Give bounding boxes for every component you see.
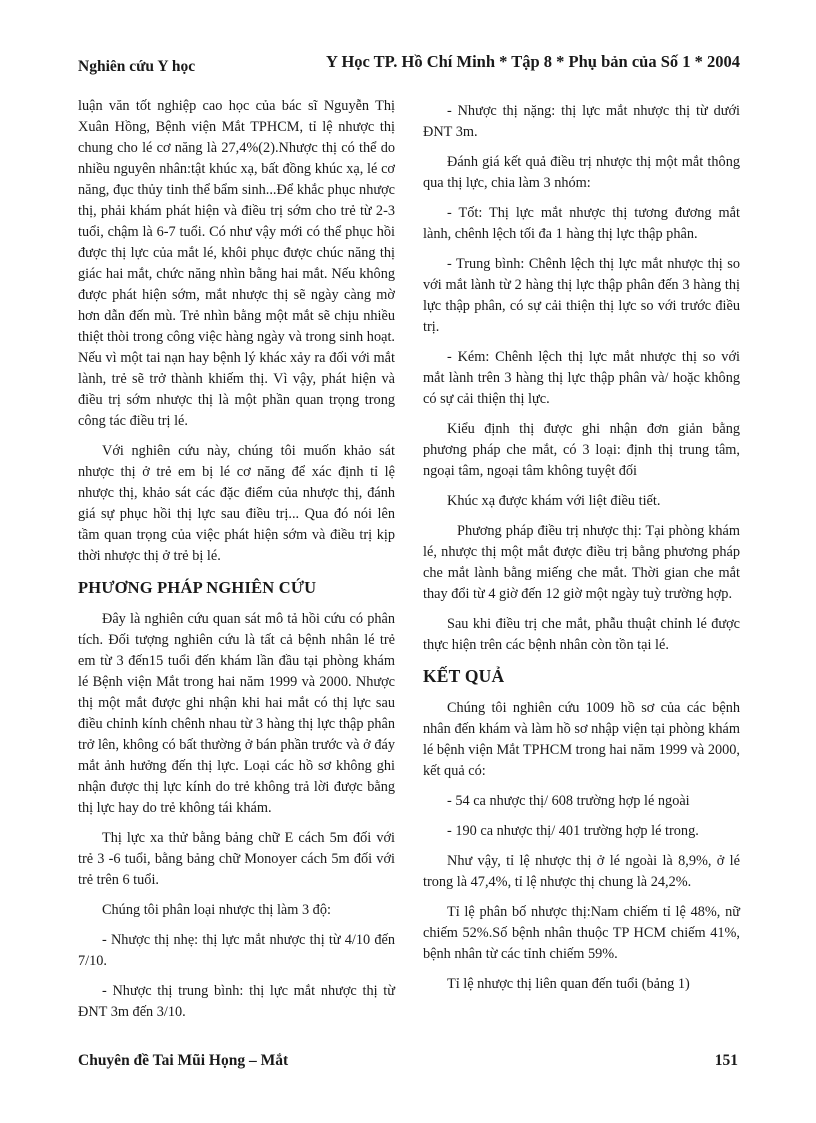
page-number: 151 — [714, 1052, 738, 1069]
paragraph: Với nghiên cứu này, chúng tôi muốn khảo sát nhược thị ở trẻ em bị lé cơ năng để xác định tỉ lệ nhược thị, khảo sát các đặc điểm của nhược thị, đánh giá sự phục hồi thị lực sau điều trị... Qua đó nói lên tầm quan trọng của việc phát hiện sớm và điều trị kịp thời nhược thị ở trẻ bị lé. — [78, 443, 395, 564]
journal-citation: Y Học TP. Hồ Chí Minh * Tập 8 * Phụ bản của Số 1 * 2004 — [326, 52, 740, 71]
paragraph: Phương pháp điều trị nhược thị: Tại phòng khám lé, nhược thị một mắt được điều trị bằng phương pháp che mắt lành bằng miếng che mắt. Thời gian che mắt thay đổi từ 4 giờ đến 12 giờ một ngày tuỳ trường hợp. — [423, 523, 740, 602]
list-item: - Trung bình: Chênh lệch thị lực mắt nhược thị so với mắt lành từ 2 hàng thị lực thập phân đến 3 hàng thị lực thập phân, có sự cải thiện thị lực so với trước điều trị. — [423, 256, 740, 335]
paragraph: Chúng tôi nghiên cứu 1009 hồ sơ của các bệnh nhân đến khám và làm hồ sơ nhập viện tại phòng khám lé bệnh viện Mắt TPHCM trong hai năm 1999 và 2000, kết quả có: — [423, 700, 741, 779]
footer-topic: Chuyên đề Tai Mũi Họng – Mắt — [78, 1052, 289, 1069]
paragraph: luận văn tốt nghiệp cao học của bác sĩ Nguyễn Thị Xuân Hồng, Bệnh viện Mắt TPHCM, tỉ lệ nhược thị chung cho lé cơ năng là 27,4%(2).Nhược thị có thể do nhiều nguyên nhân:tật khúc xạ, bất đồng khúc xạ, lé cơ năng, đục thủy tinh thể bẩm sinh...Để khắc phục nhược thị, phải khám phát hiện và điều trị sớm cho trẻ từ 2-3 tuổi, chậm là 6-7 tuổi. Có như vậy mới có thể phục hồi được thị lực của mắt lé, khôi phục được chúc năng thị giác hai mắt, chức năng nhìn bằng hai mắt. Nếu không được phát hiện sớm, mắt nhược thị sẽ ngày càng mờ hơn dẫn đến mù. Trẻ nhìn bằng một mắt sẽ chịu nhiều thiệt thòi trong công việc hàng ngày và trong sinh hoạt. Nếu vì một tai nạn hay bệnh lý khác xảy ra đối với mắt lành, trẻ sẽ trở thành khiếm thị. Vì vậy, phát hiện và điều trị sớm nhược thị là một phần quan trọng trong công tác điều trị lé. — [78, 98, 395, 429]
journal-section-label: Nghiên cứu Y học — [78, 58, 196, 75]
list-item: - Nhược thị nặng: thị lực mắt nhược thị từ dưới ĐNT 3m. — [423, 103, 740, 140]
list-item: - 54 ca nhược thị/ 608 trường hợp lé ngoài — [447, 793, 690, 809]
list-item: - Kém: Chênh lệch thị lực mắt nhược thị so với mắt lành trên 3 hàng thị lực thập phân và/ hoặc không có sự cải thiện thị lực. — [423, 349, 740, 407]
paragraph: Chúng tôi phân loại nhược thị làm 3 độ: — [102, 902, 331, 918]
left-column — [78, 96, 395, 1032]
section-heading-methods: PHƯƠNG PHÁP NGHIÊN CỨU — [78, 578, 317, 597]
paragraph: Như vậy, tỉ lệ nhược thị ở lé ngoài là 8,9%, ở lé trong là 47,4%, tỉ lệ nhược thị chung là 24,2%. — [423, 853, 740, 890]
paragraph: Đây là nghiên cứu quan sát mô tả hồi cứu có phân tích. Đối tượng nghiên cứu là tất cả bệnh nhân lé trẻ em từ 3 đến15 tuổi đến khám lần đầu tại phòng khám lé Bệnh viện Mắt trong hai năm 1999 và 2000. Nhược thị một mắt được ghi nhận khi hai mắt có thị lực sau điều chỉnh kính chênh nhau từ 3 hàng thị lực thập phân trở lên, không có bất thường ở bán phần trước và ở đáy mắt ảnh hưởng đến thị lực. Loại các hồ sơ không ghi nhận được thị lực kính do trẻ không trả lời được bằng thị lực hay do trẻ không tái khám. — [78, 611, 395, 816]
section-heading-results: KẾT QUẢ — [423, 666, 505, 686]
page-header — [78, 52, 740, 78]
paragraph: Sau khi điều trị che mắt, phẫu thuật chỉnh lé được thực hiện trên các bệnh nhân còn tồn tại lé. — [423, 616, 740, 653]
page-footer — [78, 1052, 738, 1076]
paragraph: Thị lực xa thử bằng bảng chữ E cách 5m đối với trẻ 3 -6 tuổi, bằng bảng chữ Monoyer cách 5m đối với trẻ trên 6 tuổi. — [78, 830, 395, 888]
paragraph: Khúc xạ được khám với liệt điều tiết. — [447, 493, 661, 509]
paragraph: Kiểu định thị được ghi nhận đơn giản bằng phương pháp che mắt, có 3 loại: định thị trung tâm, ngoại tâm, ngoại tâm không tuyệt đối — [423, 421, 740, 479]
list-item: - Nhược thị trung bình: thị lực mắt nhược thị từ ĐNT 3m đến 3/10. — [78, 983, 395, 1020]
paragraph: Tỉ lệ nhược thị liên quan đến tuổi (bảng 1) — [447, 976, 690, 992]
right-column — [423, 101, 740, 1004]
list-item: - 190 ca nhược thị/ 401 trường hợp lé trong. — [447, 823, 699, 839]
paragraph: Tỉ lệ phân bố nhược thị:Nam chiếm tỉ lệ 48%, nữ chiếm 52%.Số bệnh nhân thuộc TP HCM chiếm 41%, bệnh nhân từ các tỉnh chiếm 59%. — [423, 904, 740, 962]
list-item: - Nhược thị nhẹ: thị lực mắt nhược thị từ 4/10 đến 7/10. — [78, 932, 395, 969]
paragraph: Đánh giá kết quả điều trị nhược thị một mắt thông qua thị lực, chia làm 3 nhóm: — [423, 154, 740, 191]
list-item: - Tốt: Thị lực mắt nhược thị tương đương mắt lành, chênh lệch tối đa 1 hàng thị lực thập phân. — [423, 205, 740, 242]
